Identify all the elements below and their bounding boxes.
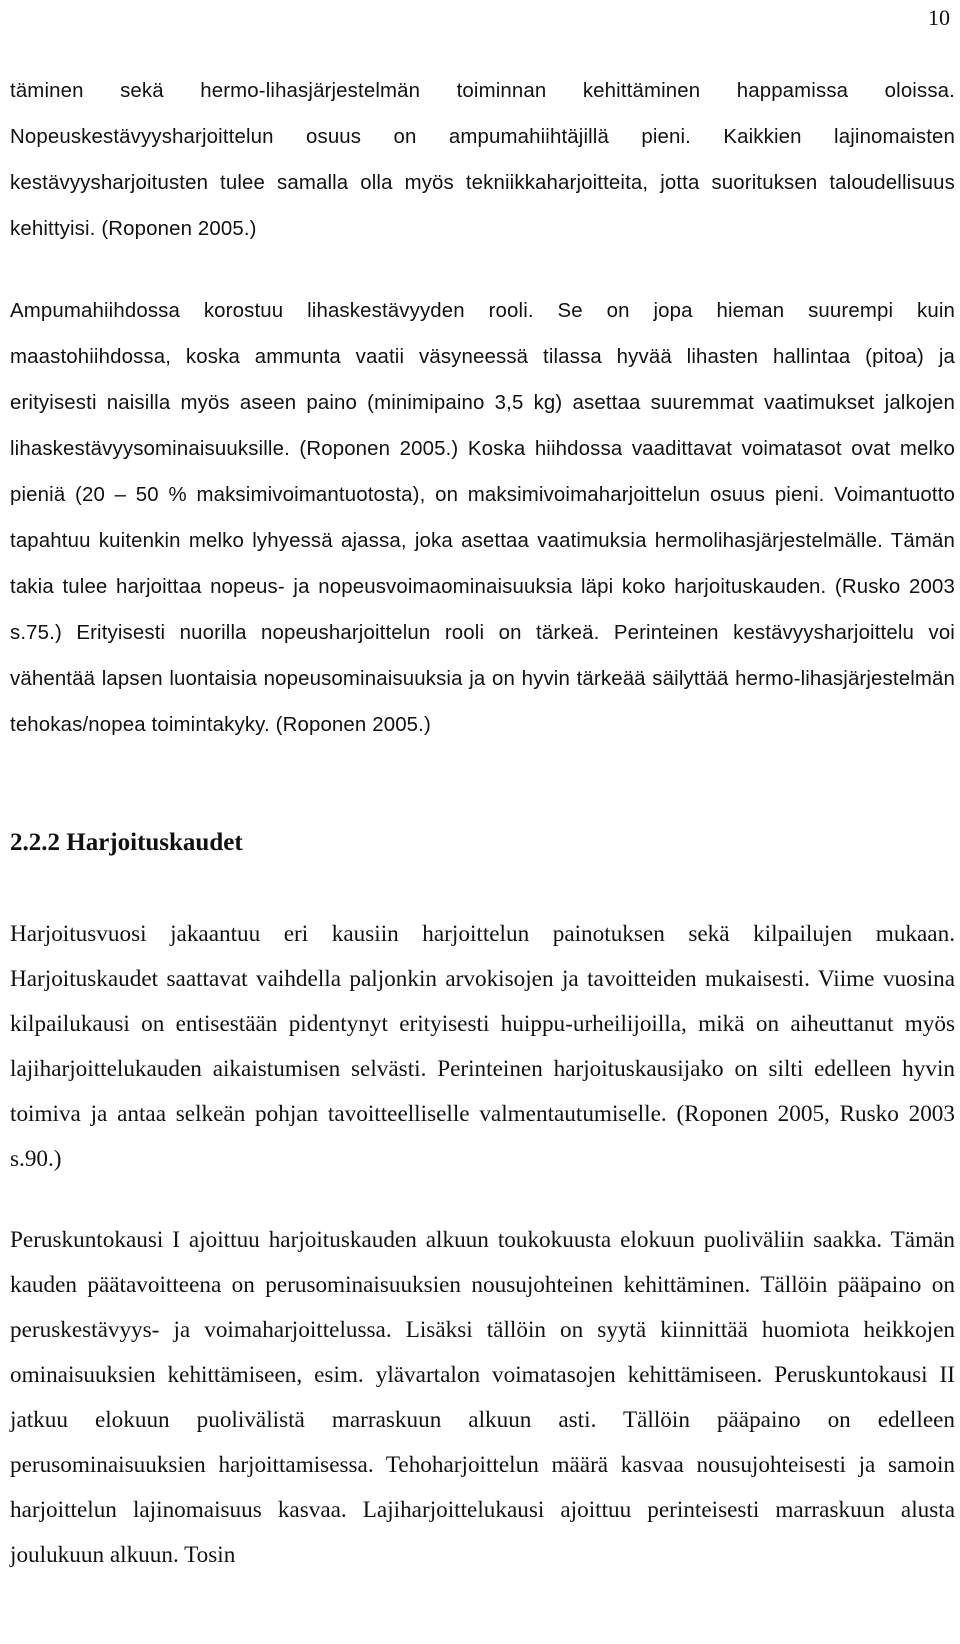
paragraph-training-year: Harjoitusvuosi jakaantuu eri kausiin harjoittelun painotuksen sekä kilpailujen mukaan. Harjoituskaudet saattavat vaihdella paljonkin arvokisojen ja tavoitteiden mukaisesti. Viime vuosina kilpailukausi on entisestään pidentynyt erityisesti huippu-urheilijoilla, mikä on aiheuttanut myös lajiharjoittelukauden aikaistumisen selvästi. Perinteinen harjoituskausijako on silti edelleen hyvin toimiva ja antaa selkeän pohjan tavoitteelliselle valmentautumiselle. (Roponen 2005, Rusko 2003 s.90.) [10,921,955,1172]
paragraph-muscle-endurance: Ampumahiihdossa korostuu lihaskestävyyden rooli. Se on jopa hieman suurempi kuin maastohiihdossa, koska ammunta vaatii väsyneessä tilassa hyvää lihasten hallintaa (pitoa) ja erityisesti naisilla myös aseen paino (minimipaino 3,5 kg) asettaa suuremmat vaatimukset jalkojen lihaskestävyysominaisuuksille. (Roponen 2005.) Koska hiihdossa vaadittavat voimatasot ovat melko pieniä (20 – 50 % maksimivoimantuotosta), on maksimivoimaharjoittelun osuus pieni. Voimantuotto tapahtuu kuitenkin melko lyhyessä ajassa, joka asettaa vaatimuksia hermolihasjärjestelmälle. Tämän takia tulee harjoittaa nopeus- ja nopeusvoimaominaisuuksia läpi koko harjoituskauden. (Rusko 2003 s.75.) Erityisesti nuorilla nopeusharjoittelun rooli on tärkeä. Perinteinen kestävyysharjoittelu voi vähentää lapsen luontaisia nopeusominaisuuksia ja on hyvin tärkeää säilyttää hermo-lihasjärjestelmän tehokas/nopea toimintakyky. (Roponen 2005.) [10,300,955,736]
paragraph-base-period: Peruskuntokausi I ajoittuu harjoituskauden alkuun toukokuusta elokuun puoliväliin saakka. Tämän kauden päätavoitteena on perusominaisuuksien nousujohteinen kehittäminen. Tällöin pääpaino on peruskestävyys- ja voimaharjoittelussa. Lisäksi tällöin on syytä kiinnittää huomiota heikkojen ominaisuuksien kehittämiseen, esim. ylävartalon voimatasojen kehittämiseen. Peruskuntokausi II jatkuu elokuun puolivälistä marraskuun alkuun asti. Tällöin pääpaino on edelleen perusominaisuuksien harjoittamisessa. Tehoharjoittelun määrä kasvaa nousujohteisesti ja samoin harjoittelun lajinomaisuus kasvaa. Lajiharjoittelukausi ajoittuu perinteisesti marraskuun alusta joulukuun alkuun. Tosin [10,1227,955,1568]
paragraph-speed-endurance: täminen sekä hermo-lihasjärjestelmän toiminnan kehittäminen happamissa oloissa. Nopeuskestävyysharjoittelun osuus on ampumahiihtäjillä pieni. Kaikkien lajinomaisten kestävyysharjoitusten tulee samalla olla myös tekniikkaharjoitteita, jotta suorituksen taloudellisuus kehittyisi. (Roponen 2005.) [10,80,955,240]
section-heading: 2.2.2 Harjoituskaudet [10,829,243,856]
page-number: 10 [928,5,950,30]
